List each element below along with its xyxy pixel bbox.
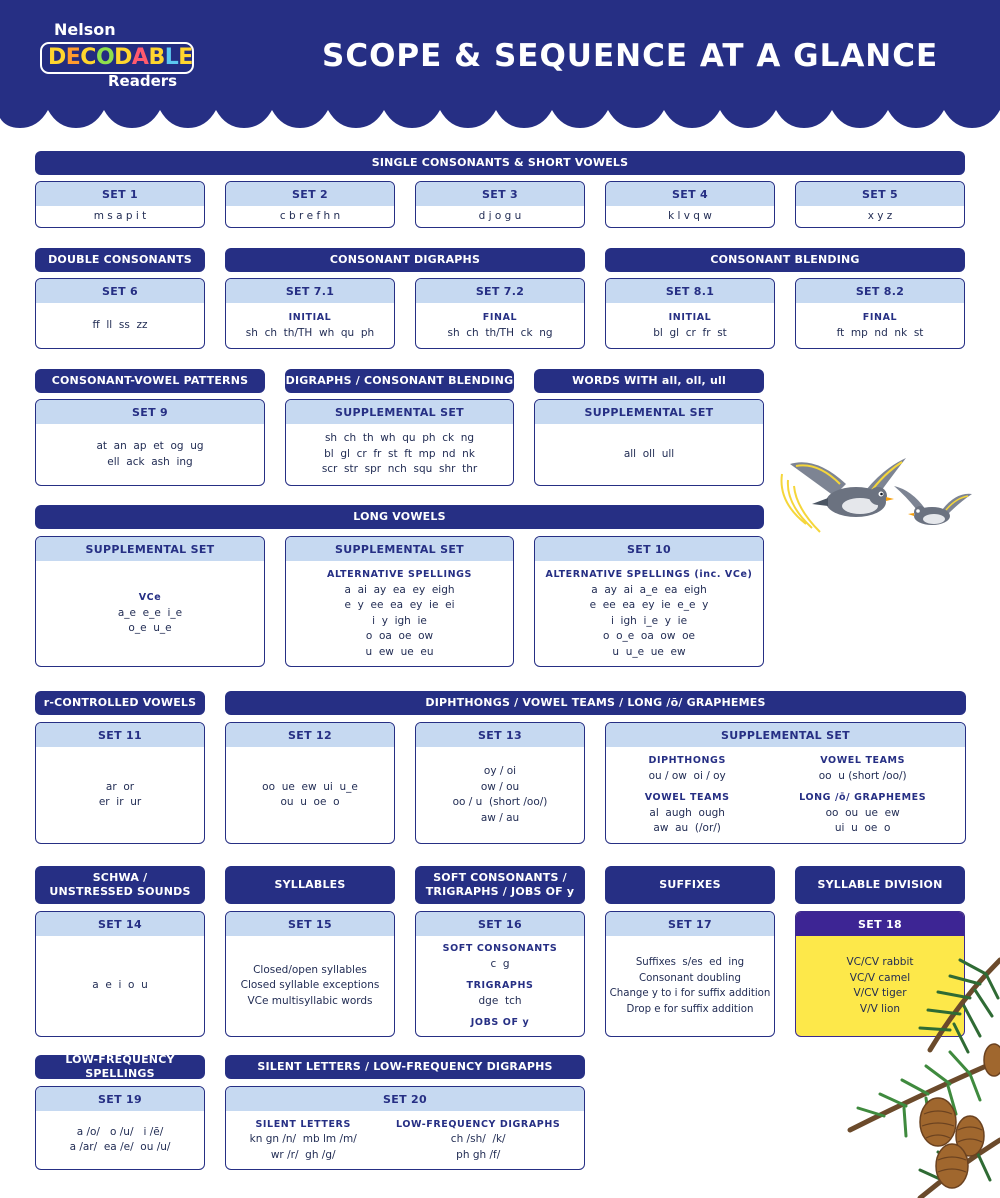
card-set-14 bbox=[35, 911, 205, 1037]
card-line: ft mp nd nk st bbox=[836, 326, 924, 339]
card-line: ow / ou bbox=[480, 780, 520, 793]
card-subheading: LONG /ō/ GRAPHEMES bbox=[799, 792, 927, 804]
card-title: SET 11 bbox=[36, 723, 204, 747]
logo-letter: O bbox=[95, 45, 115, 70]
card-line: o o_e oa ow oe bbox=[602, 630, 695, 642]
card-set-20 bbox=[225, 1086, 585, 1170]
card-line: oo ou ue ew bbox=[825, 806, 900, 819]
card-subheading: VCe bbox=[138, 592, 162, 604]
card-line: a ay ai a_e ea eigh bbox=[591, 583, 707, 596]
card-supplemental-all bbox=[534, 399, 764, 486]
card-set-16 bbox=[415, 911, 585, 1037]
logo-top-text: Nelson bbox=[54, 20, 116, 39]
card-line: wr /r/ gh /g/ bbox=[270, 1148, 336, 1161]
card-subheading: VOWEL TEAMS bbox=[644, 792, 730, 804]
band-low-frequency: LOW-FREQUENCY SPELLINGS bbox=[35, 1055, 205, 1079]
band-syllables: SYLLABLES bbox=[225, 866, 395, 904]
card-line: ff ll ss zz bbox=[92, 318, 148, 331]
card-supplemental-digraphs bbox=[285, 399, 514, 486]
card-line: VC/CV rabbit bbox=[846, 956, 914, 968]
card-line: sh ch th/TH wh qu ph bbox=[245, 326, 375, 339]
card-line: oo u (short /oo/) bbox=[818, 769, 907, 782]
logo-box bbox=[40, 42, 194, 74]
card-set-12 bbox=[225, 722, 395, 844]
card-title: SET 8.2 bbox=[796, 279, 964, 303]
card-line: m s a p i t bbox=[93, 209, 147, 222]
card-line: o_e u_e bbox=[128, 622, 172, 635]
logo-letter: D bbox=[48, 45, 66, 70]
logo-letter: B bbox=[148, 45, 165, 70]
band-line: UNSTRESSED SOUNDS bbox=[49, 885, 191, 898]
card-subheading: LOW-FREQUENCY DIGRAPHS bbox=[396, 1118, 561, 1130]
band-schwa bbox=[35, 866, 205, 904]
card-line: at an ap et og ug bbox=[96, 440, 204, 452]
logo-letter: E bbox=[65, 45, 81, 70]
card-title: SET 16 bbox=[416, 912, 584, 936]
card-title: SET 8.1 bbox=[606, 279, 774, 303]
band-suffixes: SUFFIXES bbox=[605, 866, 775, 904]
card-set-2 bbox=[225, 181, 395, 228]
card-supplemental-alternative bbox=[285, 536, 514, 667]
card-line: sh ch th wh qu ph ck ng bbox=[324, 432, 475, 445]
card-line: er ir ur bbox=[98, 796, 142, 808]
card-title: SET 14 bbox=[36, 912, 204, 936]
card-line: VC/V camel bbox=[849, 971, 911, 984]
card-line: dge tch bbox=[478, 994, 522, 1007]
band-line: SOFT CONSONANTS / bbox=[433, 871, 567, 885]
logo bbox=[36, 16, 196, 96]
card-line: aw / au bbox=[480, 811, 520, 824]
band-single-consonants: SINGLE CONSONANTS & SHORT VOWELS bbox=[35, 151, 965, 175]
card-subheading: TRIGRAPHS bbox=[466, 980, 534, 992]
card-line: ar or bbox=[105, 780, 135, 793]
logo-letter: A bbox=[131, 45, 149, 70]
band-r-controlled: r-CONTROLLED VOWELS bbox=[35, 691, 205, 715]
card-line: d j o g u bbox=[478, 209, 522, 222]
card-line: ph gh /f/ bbox=[456, 1148, 501, 1161]
card-line: V/CV tiger bbox=[853, 987, 907, 999]
band-double-consonants: DOUBLE CONSONANTS bbox=[35, 248, 205, 272]
card-set-15 bbox=[225, 911, 395, 1037]
card-title: SET 15 bbox=[226, 912, 394, 936]
birds-illustration bbox=[776, 452, 988, 552]
card-line: Suffixes s/es ed ing bbox=[635, 957, 745, 968]
card-subheading: VOWEL TEAMS bbox=[820, 755, 906, 767]
card-title: SET 19 bbox=[36, 1087, 204, 1111]
card-set-5 bbox=[795, 181, 965, 228]
card-set-8-2 bbox=[795, 278, 965, 349]
card-line: ou / ow oi / oy bbox=[648, 769, 726, 782]
logo-letter: L bbox=[164, 45, 179, 70]
card-subheading: SOFT CONSONANTS bbox=[442, 943, 558, 955]
band-syllable-division: SYLLABLE DIVISION bbox=[795, 866, 965, 904]
card-line: k l v q w bbox=[668, 209, 712, 222]
card-line: Closed syllable exceptions bbox=[240, 979, 380, 992]
card-title: SET 1 bbox=[36, 182, 204, 206]
card-set-7-1 bbox=[225, 278, 395, 349]
card-line: ell ack ash ing bbox=[107, 455, 193, 468]
card-set-9 bbox=[35, 399, 265, 486]
card-line: all oll ull bbox=[623, 447, 675, 460]
card-title: SET 6 bbox=[36, 279, 204, 303]
card-set-11 bbox=[35, 722, 205, 844]
card-line: Consonant doubling bbox=[639, 972, 741, 984]
card-line: a /o/ o /u/ i /ē/ bbox=[76, 1125, 164, 1138]
card-subheading: DIPHTHONGS bbox=[648, 755, 726, 767]
card-set-4 bbox=[605, 181, 775, 228]
card-line: a /ar/ ea /e/ ou /u/ bbox=[69, 1141, 171, 1153]
card-title: SET 13 bbox=[416, 723, 584, 747]
card-line: i igh i_e y ie bbox=[610, 614, 688, 627]
card-title: SET 2 bbox=[226, 182, 394, 206]
card-title: SUPPLEMENTAL SET bbox=[286, 537, 513, 561]
card-line: a_e e_e i_e bbox=[117, 606, 183, 619]
band-consonant-blending: CONSONANT BLENDING bbox=[605, 248, 965, 272]
card-title: SET 20 bbox=[226, 1087, 584, 1111]
card-line: c b r e f h n bbox=[279, 209, 341, 222]
card-title: SET 9 bbox=[36, 400, 264, 424]
card-set-10 bbox=[534, 536, 764, 667]
card-title: SET 7.1 bbox=[226, 279, 394, 303]
card-subheading: JOBS OF y bbox=[470, 1017, 530, 1029]
card-set-3 bbox=[415, 181, 585, 228]
card-title: SET 18 bbox=[796, 912, 964, 936]
band-long-vowels: LONG VOWELS bbox=[35, 505, 764, 529]
card-subheading: ALTERNATIVE SPELLINGS (inc. VCe) bbox=[545, 569, 753, 580]
band-line: SCHWA / bbox=[92, 871, 148, 885]
card-set-8-1 bbox=[605, 278, 775, 349]
card-title: SET 17 bbox=[606, 912, 774, 936]
card-supplemental-vce bbox=[35, 536, 265, 667]
card-line: a ai ay ea ey eigh bbox=[344, 583, 455, 596]
band-digraphs-blending: DIGRAPHS / CONSONANT BLENDING bbox=[285, 369, 514, 393]
card-line: u ew ue eu bbox=[365, 645, 434, 658]
card-title: SUPPLEMENTAL SET bbox=[535, 400, 763, 424]
card-line: oo ue ew ui u_e bbox=[262, 780, 358, 793]
card-line: e ee ea ey ie e_e y bbox=[589, 599, 709, 611]
header-banner bbox=[0, 0, 1000, 130]
card-set-17 bbox=[605, 911, 775, 1037]
card-line: Change y to i for suffix addition bbox=[609, 988, 771, 999]
logo-letter: D bbox=[114, 45, 132, 70]
card-line: V/V lion bbox=[859, 1002, 901, 1015]
band-diphthongs: DIPHTHONGS / VOWEL TEAMS / LONG /ō/ GRAPHEMES bbox=[225, 691, 966, 715]
card-supplemental-diphthongs bbox=[605, 722, 966, 844]
card-title: SUPPLEMENTAL SET bbox=[606, 723, 965, 747]
card-title: SET 12 bbox=[226, 723, 394, 747]
card-subheading: FINAL bbox=[862, 312, 898, 323]
card-line: a e i o u bbox=[92, 979, 148, 992]
card-line: i y igh ie bbox=[372, 614, 427, 627]
card-line: c g bbox=[490, 957, 510, 970]
card-title: SET 5 bbox=[796, 182, 964, 206]
card-subheading: ALTERNATIVE SPELLINGS bbox=[327, 569, 472, 580]
band-consonant-digraphs: CONSONANT DIGRAPHS bbox=[225, 248, 585, 272]
band-soft-consonants bbox=[415, 866, 585, 904]
pine-branch-illustration bbox=[810, 940, 1000, 1198]
logo-letter: E bbox=[178, 45, 193, 70]
card-subheading: INITIAL bbox=[288, 312, 332, 323]
card-title: SUPPLEMENTAL SET bbox=[286, 400, 513, 424]
card-set-7-2 bbox=[415, 278, 585, 349]
card-line: oo / u (short /oo/) bbox=[452, 796, 548, 808]
card-line: kn gn /n/ mb lm /m/ bbox=[249, 1133, 357, 1146]
card-set-19 bbox=[35, 1086, 205, 1170]
logo-word bbox=[48, 45, 193, 70]
card-subheading: SILENT LETTERS bbox=[255, 1118, 351, 1130]
card-title: SET 10 bbox=[535, 537, 763, 561]
card-line: ui u oe o bbox=[834, 822, 891, 835]
card-set-13 bbox=[415, 722, 585, 844]
card-line: oy / oi bbox=[483, 765, 517, 777]
card-line: bl gl cr fr st ft mp nd nk bbox=[324, 447, 475, 460]
card-subheading: FINAL bbox=[482, 312, 518, 323]
logo-letter: C bbox=[80, 45, 96, 70]
band-words-with: WORDS WITH all, oll, ull bbox=[534, 369, 764, 393]
band-silent-letters: SILENT LETTERS / LOW-FREQUENCY DIGRAPHS bbox=[225, 1055, 585, 1079]
band-line: TRIGRAPHS / JOBS OF y bbox=[425, 885, 575, 898]
card-line: Drop e for suffix addition bbox=[626, 1003, 754, 1015]
card-subheading: INITIAL bbox=[668, 312, 712, 323]
card-line: o oa oe ow bbox=[365, 630, 434, 642]
card-line: bl gl cr fr st bbox=[653, 326, 727, 339]
card-line: x y z bbox=[867, 209, 893, 222]
card-line: u u_e ue ew bbox=[612, 645, 686, 658]
card-title: SET 7.2 bbox=[416, 279, 584, 303]
card-set-1 bbox=[35, 181, 205, 228]
card-title: SUPPLEMENTAL SET bbox=[36, 537, 264, 561]
card-line: Closed/open syllables bbox=[253, 963, 367, 976]
card-title: SET 4 bbox=[606, 182, 774, 206]
card-set-6 bbox=[35, 278, 205, 349]
card-line: aw au (/or/) bbox=[653, 822, 721, 835]
band-cv-patterns: CONSONANT-VOWEL PATTERNS bbox=[35, 369, 265, 393]
card-line: sh ch th/TH ck ng bbox=[447, 326, 553, 339]
card-line: scr str spr nch squ shr thr bbox=[321, 463, 478, 476]
card-line: al augh ough bbox=[649, 806, 725, 819]
card-title: SET 3 bbox=[416, 182, 584, 206]
logo-bottom-text: Readers bbox=[108, 72, 178, 90]
card-line: ch /sh/ /k/ bbox=[450, 1133, 506, 1146]
page-title: SCOPE & SEQUENCE AT A GLANCE bbox=[322, 38, 939, 74]
card-line: ou u oe o bbox=[280, 796, 340, 808]
card-line: VCe multisyllabic words bbox=[247, 994, 373, 1007]
card-line: e y ee ea ey ie ei bbox=[344, 599, 455, 611]
